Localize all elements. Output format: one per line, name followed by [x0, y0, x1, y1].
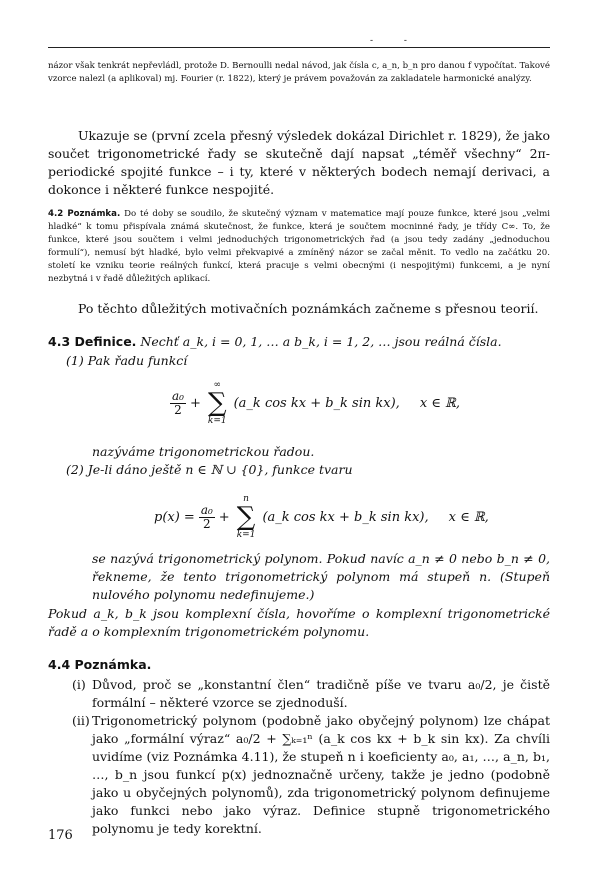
item-2-text: Je-li dáno ještě n ∈ ℕ ∪ {0}, funkce tvaru: [87, 462, 353, 477]
item-2-label: (2): [66, 462, 84, 477]
paragraph-dirichlet: Ukazuje se (první zcela přesný výsledek dokázal Dirichlet r. 1829), že jako součet trigonometrické řady se skutečně dají napsat „téměř všechny“ 2π-periodické spojité funkce – i ty, které v některých bodech nemají derivaci, a dokonce i některé funkce nespojité.: [48, 128, 550, 197]
book-page: - - názor však tenkrát nepřevládl, protože D. Bernoulli nedal návod, jak čísla c, a_n, b_n pro danou f vypočítat. Takové vzorce nalezl (a aplikoval) mj. Fourier (r. 1822), který je právem považován za zakladatele harmonické analýzy. Ukazuje se (první zcela přesný výsledek dokázal Dirichlet r. 1829), že jako součet trigonometrické řady se skutečně dají napsat „téměř všechny“ 2π-periodické spojité funkce – i ty, které v některých bodech nemají derivaci, a dokonce i některé funkce nespojité. 4.2 Poznámka. Do té doby se soudilo, že skutečný význam v matematice mají pouze funkce, které jsou „velmi hladké“ k tomu přispívala známá skutečnost, že funkce, která je součtem mocninné řady, je třídy C∞. To, že funkce, které jsou součtem i velmi jednoduchých trigonometrických řad (a jsou tedy zadány „jednoduchou formulí“), nemusí být hladké, bylo velmi překvapivé a zmíněný názor se začal měnit. To vedlo na začátku 20. století ke vzniku teorie reálných funkcí, která pracuje s velmi obecnými (i nespojitými) funkcemi, a je nyní nezbytná i v řadě důležitých aplikací. Po těchto důležitých motivačních poznámkách začneme s přesnou teorií. 4.3 Definice. Nechť a_k, i = 0, 1, … a b_k, i = 1, 2, … jsou reálná čísla. (1) Pak řadu funkcí $\frac{\text{a₀}}{2}$ + ∞ ∑ k=1 (a_k cos kx + b_k sin kx), x ∈ ℝ, nazýváme trigonometrickou řadou. (2) Je-li dáno ještě n ∈ ℕ ∪ {0}, funkce tvaru p(x) = $\frac{\text{a₀}}{2}$ + n ∑ k=1 (a_k cos kx + b_k sin kx), x ∈ ℝ, se nazývá trigonometrický polynom. Pokud navíc a_n ≠ 0 nebo b_n ≠ 0, řekneme, že tento trigonometrický polynom má stupeň n. (Stupeň nulového polynomu nedefinujeme.) Pokud a_k, b_k jsou komplexní čísla, hovoříme o komplexní trigonometrické řadě a o komplexním trigonometrickém polynomu. 4.4 Poznámka. (i) Důvod, proč se „konstantní člen“ tradičně píše ve tvaru a₀/2, je čistě formální – některé vzorce se zjednoduší. (ii) Trigonometrický polynom (podobně jako obyčejný polynom) lze chápat jako „formální výraz“ a₀/2 + ∑ₖ₌₁ⁿ (a_k cos kx + b_k sin kx). Za chvíli uvidíme (viz Poznámka 4.11), že stupeň n i koeficienty a₀, a₁, …, a_n, b₁, …, b_n jsou funkcí p(x) jednoznačně určeny, takže je jedno (podobně jako u obyčejných polynomů), zda trigonometrický polynom definujeme jako funkci nebo jako výraz. Definice stupně trigonometrického polynomu je tedy korektní. 176: [48, 36, 550, 843]
definition-item-1: [48, 352, 550, 370]
paragraph-motivation: Po těchto důležitých motivačních poznámkách začneme s přesnou teorií.: [78, 301, 539, 316]
page-number: 176: [48, 828, 73, 843]
item-2-after: se nazývá trigonometrický polynom. Pokud navíc a_n ≠ 0 nebo b_n ≠ 0, řekneme, že tento trigonometrický polynom má stupeň n. (Stupeň nulového polynomu nedefinujeme.): [92, 551, 550, 602]
frac-a0-over-2: $\frac{\text{a₀}}{2}$: [200, 502, 213, 531]
definition-closing: Pokud a_k, b_k jsou komplexní čísla, hovoříme o komplexní trigonometrické řadě a o komplexním trigonometrickém polynomu.: [48, 606, 550, 639]
summation-sign: n ∑ k=1: [236, 494, 256, 540]
frac-a0-over-2: $\frac{\text{a₀}}{2}$: [172, 388, 184, 417]
definition-4-3-heading: [48, 333, 550, 351]
item-1-label: (1): [66, 353, 84, 368]
equation-trig-series: $\frac{\text{a₀}}{2}$ + ∞ ∑ k=1 (a_k cos kx + b_k sin kx), x ∈ ℝ,: [172, 380, 460, 426]
header-rule: [48, 47, 550, 48]
remark-4-2-text: Do té doby se soudilo, že skutečný význam v matematice mají pouze funkce, které jsou „velmi hladké“ k tomu přispívala známá skutečnost, že funkce, která je součtem mocninné řady, je třídy C∞. To, že funkce, které jsou součtem i velmi jednoduchých trigonometrických řad (a jsou tedy zadány „jednoduchou formulí“), nemusí být hladké, bylo velmi překvapivé a zmíněný názor se začal měnit. To vedlo na začátku 20. století ke vzniku teorie reálných funkcí, která pracuje s velmi obecnými (i nespojitými) funkcemi, a je nyní nezbytná i v řadě důležitých aplikací.: [48, 209, 550, 284]
definition-4-3-label: 4.3 Definice.: [48, 334, 137, 349]
remark-4-2: [48, 208, 550, 286]
item-1-text: Pak řadu funkcí: [87, 353, 188, 368]
running-header: - -: [370, 36, 421, 46]
item-1-after: nazýváme trigonometrickou řadou.: [92, 444, 315, 459]
remark-4-2-label: 4.2 Poznámka.: [48, 209, 121, 219]
definition-4-3-intro: Nechť a_k, i = 0, 1, … a b_k, i = 1, 2, … jsou reálná čísla.: [140, 334, 502, 349]
paragraph-continuation: názor však tenkrát nepřevládl, protože D. Bernoulli nedal návod, jak čísla c, a_n, b_n pro danou f vypočítat. Takové vzorce nalezl (a aplikoval) mj. Fourier (r. 1822), který je právem považován za zakladatele harmonické analýzy.: [48, 61, 550, 84]
equation-trig-polynomial: p(x) = $\frac{\text{a₀}}{2}$ + n ∑ k=1 (a_k cos kx + b_k sin kx), x ∈ ℝ,: [154, 494, 489, 540]
definition-item-2: [48, 461, 550, 479]
remark-4-4-heading: [48, 656, 550, 674]
remark-4-4-label: 4.4 Poznámka.: [48, 657, 152, 672]
summation-sign: ∞ ∑ k=1: [207, 380, 227, 426]
